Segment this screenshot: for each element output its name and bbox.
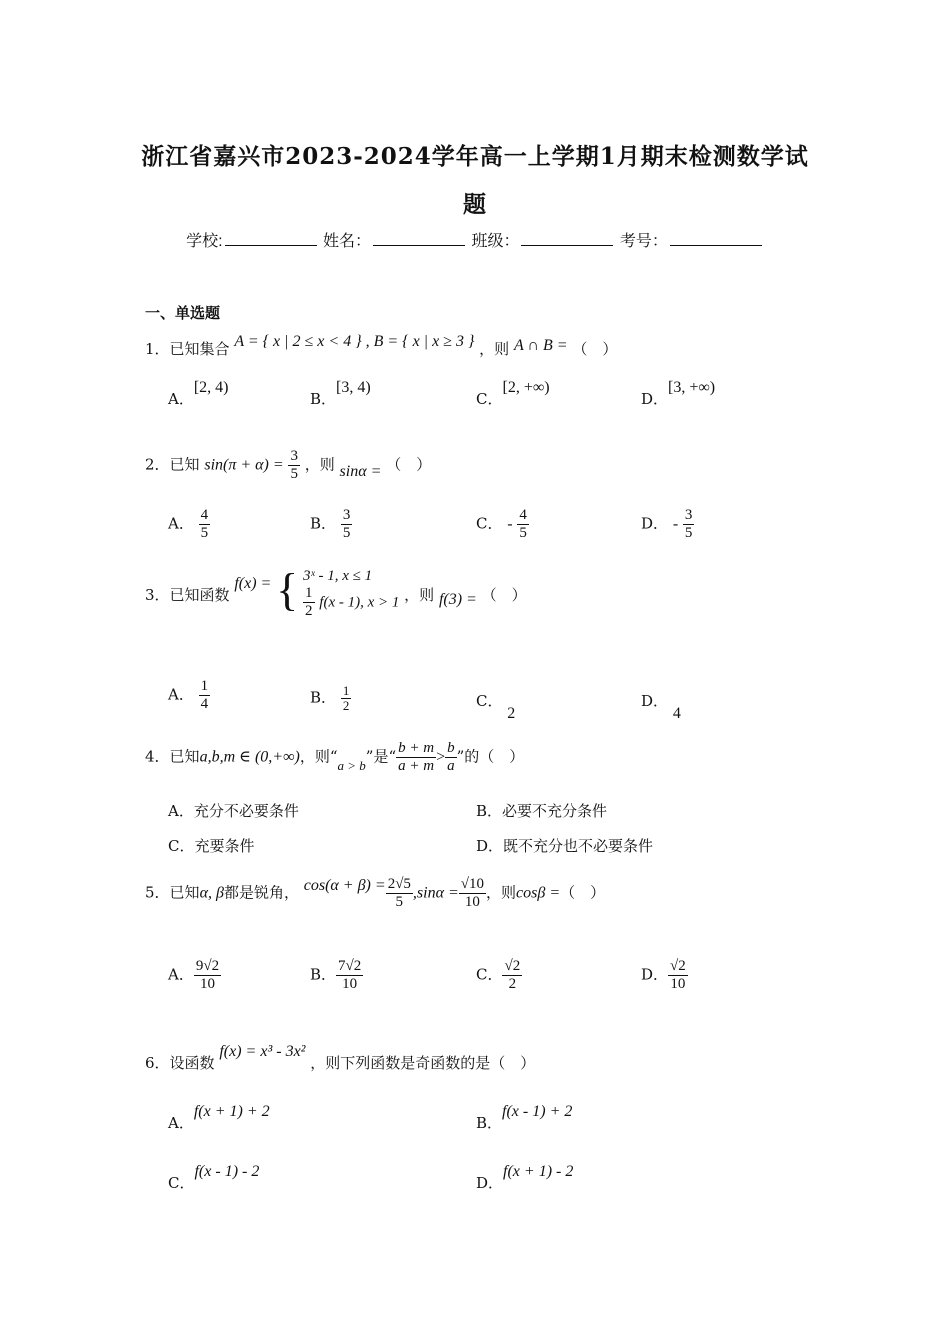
q5-option-c[interactable] [476, 958, 522, 993]
question-4 [145, 740, 524, 775]
option-label: B． [476, 1114, 503, 1132]
q2-pre: 已知 [169, 455, 200, 474]
class-label: 班级： [471, 233, 520, 250]
q3-option-b[interactable] [310, 684, 351, 713]
frac-den: 2 [305, 603, 313, 619]
frac-num: 2√5 [387, 876, 411, 892]
option-label: D． [641, 692, 669, 710]
q3-option-c[interactable] [476, 690, 516, 722]
option-fraction [199, 507, 211, 542]
option-label: B． [310, 390, 337, 408]
frac-num: √2 [504, 958, 521, 974]
q4-is: ”是“ [365, 747, 397, 766]
q5-mid2: ，则 [486, 883, 517, 902]
frac-num: √2 [670, 958, 686, 974]
option-value: [3, +∞) [668, 379, 716, 396]
option-label: C． [168, 1174, 195, 1192]
page-title: 浙江省嘉兴市2023-2024学年高一上学期1月期末检测数学试 [141, 143, 809, 170]
q2-paren: （ ） [386, 455, 432, 474]
q5-mid: 都是锐角， [223, 883, 299, 902]
frac-num: 3 [342, 507, 351, 523]
q3-expr: f(3) = [438, 591, 477, 608]
frac-num: 1 [200, 678, 209, 694]
q2-fraction [288, 448, 300, 483]
frac-num: 3 [684, 507, 693, 523]
option-value: f(x - 1) + 2 [502, 1103, 573, 1120]
option-label: D． [641, 390, 669, 408]
q6-tail: ，则下列函数是奇函数的是（ ） [310, 1054, 536, 1072]
frac-den: a + m [398, 758, 435, 774]
id-label: 考号： [619, 233, 668, 250]
option-label: B． [476, 802, 503, 820]
q6-option-b[interactable] [476, 1103, 573, 1133]
q4-frac2 [445, 740, 457, 775]
option-label: C． [476, 390, 503, 408]
q1-expr: A ∩ B = [513, 337, 568, 354]
section-heading: 一、单选题 [145, 304, 221, 322]
q3-option-a[interactable] [168, 678, 210, 713]
frac-num: 7√2 [338, 958, 362, 974]
option-value: f(x - 1) - 2 [194, 1163, 260, 1180]
question-5 [145, 876, 605, 911]
option-fraction [683, 507, 695, 542]
q5-frac1 [386, 876, 413, 911]
option-fraction [341, 684, 352, 713]
q6-option-c[interactable] [168, 1163, 260, 1193]
option-label: A． [168, 514, 194, 533]
option-sign: - [672, 515, 679, 533]
q2-expr: sin(π + α) = [204, 456, 284, 474]
option-label: A． [168, 390, 194, 408]
q3-fx: f(x) = [234, 575, 272, 592]
frac-den: 2 [342, 698, 350, 713]
q6-pre: 设函数 [169, 1054, 215, 1072]
option-fraction [668, 958, 688, 993]
q4-option-c[interactable] [168, 835, 255, 856]
q1-number: 1． [145, 340, 170, 358]
option-value: 既不充分也不必要条件 [503, 837, 654, 855]
q5-option-b[interactable] [310, 958, 363, 993]
option-value: 充分不必要条件 [193, 802, 299, 820]
q3-pre: 已知函数 [169, 585, 230, 604]
q5-paren: （ ） [560, 883, 606, 902]
option-label: B． [310, 514, 337, 533]
q3-case2-tail: f(x - 1), x > 1 [319, 594, 400, 611]
question-1 [145, 333, 618, 359]
frac-den: 10 [342, 976, 358, 992]
option-label: D． [641, 965, 669, 984]
name-label: 姓名： [322, 233, 371, 250]
option-value: 必要不充分条件 [502, 802, 608, 820]
option-value: f(x + 1) + 2 [193, 1103, 270, 1120]
option-fraction [341, 507, 353, 542]
q4-gt: > [436, 748, 446, 766]
frac-num: b + m [398, 740, 435, 756]
option-value: [2, 4) [193, 379, 229, 396]
frac-den: 2 [508, 976, 517, 992]
q4-mid: ，则“ [299, 747, 338, 766]
q5-frac2 [459, 876, 486, 911]
q1-option-b[interactable] [310, 379, 371, 409]
option-value: 充要条件 [194, 837, 255, 855]
q5-number: 5． [145, 883, 170, 902]
option-label: C． [168, 837, 195, 855]
question-6 [145, 1043, 536, 1073]
option-label: A． [168, 965, 194, 984]
frac-den: 5 [395, 894, 404, 910]
q6-number: 6． [145, 1054, 170, 1072]
q4-option-a[interactable] [168, 800, 299, 821]
q6-expr: f(x) = x³ - 3x² [219, 1043, 306, 1060]
q1-mid: ，则 [479, 340, 510, 358]
q4-cond: a,b,m ∈ (0,+∞) [199, 748, 300, 766]
option-label: A． [168, 802, 194, 820]
question-2 [145, 448, 431, 483]
q4-tail: ”的（ ） [456, 747, 525, 766]
option-value: f(x + 1) - 2 [503, 1163, 574, 1180]
q4-option-d[interactable] [476, 835, 653, 856]
q4-number: 4． [145, 747, 170, 766]
option-value: [3, 4) [336, 379, 371, 396]
option-fraction [199, 678, 211, 713]
frac-den: 10 [199, 976, 215, 992]
q3-brace: { [276, 564, 299, 615]
q5-vars: α, β [199, 884, 224, 902]
q1-sets: A = { x | 2 ≤ x < 4 } , B = { x | x ≥ 3 } [234, 333, 475, 350]
option-label: B． [310, 965, 337, 984]
option-label: B． [310, 688, 337, 707]
q5-expr3: cosβ = [516, 884, 561, 902]
option-label: C． [476, 692, 503, 710]
option-label: D． [641, 514, 669, 533]
frac-den: 5 [290, 466, 298, 482]
id-blank[interactable] [670, 231, 762, 246]
q3-cases [303, 568, 399, 620]
q2-option-c[interactable] [476, 507, 529, 542]
q5-option-a[interactable] [168, 958, 221, 993]
frac-den: 5 [200, 525, 209, 541]
q2-option-b[interactable] [310, 507, 352, 542]
q3-mid: ，则 [404, 585, 435, 604]
frac-den: 5 [684, 525, 693, 541]
frac-num: √10 [460, 876, 485, 892]
q4-p: a > b [337, 757, 366, 773]
student-info [0, 228, 950, 251]
frac-num: b [447, 740, 455, 756]
frac-den: 5 [519, 525, 527, 541]
name-blank[interactable] [373, 231, 465, 246]
q4-pre: 已知 [169, 747, 200, 766]
q4-option-b[interactable] [476, 800, 607, 821]
q5-expr2: ,sinα = [412, 884, 459, 902]
page-title-line2: 题 [463, 191, 487, 218]
q5-expr1: cos(α + β) = [303, 876, 386, 894]
q1-paren: （ ） [572, 340, 618, 358]
frac-den: 4 [200, 696, 209, 712]
option-label: C． [476, 514, 503, 533]
q5-pre: 已知 [169, 883, 200, 902]
option-value: 2 [507, 705, 516, 722]
q1-option-d[interactable] [641, 379, 716, 409]
q1-option-c[interactable] [476, 379, 550, 409]
q1-pre: 已知集合 [169, 340, 230, 358]
option-fraction [336, 958, 363, 993]
frac-den: 10 [464, 894, 480, 910]
class-blank[interactable] [521, 231, 613, 246]
q2-option-d[interactable] [641, 507, 694, 542]
frac-num: 9√2 [195, 958, 220, 974]
q2-option-a[interactable] [168, 507, 210, 542]
q2-expr2: sinα = [339, 462, 382, 480]
frac-num: 1 [305, 585, 313, 601]
option-value: [2, +∞) [502, 379, 550, 396]
option-value: 4 [672, 705, 681, 722]
school-blank[interactable] [225, 231, 317, 246]
option-label: D． [476, 837, 504, 855]
option-fraction [194, 958, 221, 993]
option-label: C． [476, 965, 503, 984]
q3-case2-fraction [303, 585, 315, 620]
option-label: A． [168, 1114, 194, 1132]
q2-mid: ，则 [304, 455, 335, 474]
q3-case1: 3ˣ - 1, x ≤ 1 [303, 568, 373, 584]
q3-number: 3． [145, 585, 170, 604]
question-3 [145, 564, 527, 620]
frac-num: 4 [200, 507, 209, 523]
q4-frac1 [396, 740, 436, 775]
q6-option-a[interactable] [168, 1103, 270, 1133]
q6-option-d[interactable] [476, 1163, 574, 1193]
q3-option-d[interactable] [641, 690, 681, 722]
frac-num: 1 [342, 683, 350, 698]
frac-den: 5 [342, 525, 351, 541]
q5-option-d[interactable] [641, 958, 688, 993]
school-label: 学校: [186, 233, 223, 250]
option-label: A． [168, 685, 194, 704]
q2-number: 2． [145, 455, 170, 474]
frac-den: 10 [670, 976, 686, 992]
frac-num: 4 [519, 507, 527, 523]
option-fraction [502, 958, 522, 993]
option-label: D． [476, 1174, 504, 1192]
option-sign: - [507, 515, 513, 533]
option-fraction [517, 507, 529, 542]
q3-paren: （ ） [481, 585, 527, 604]
q3-case2 [303, 585, 399, 620]
frac-den: a [447, 758, 455, 774]
frac-num: 3 [290, 448, 298, 464]
q1-option-a[interactable] [168, 379, 229, 409]
